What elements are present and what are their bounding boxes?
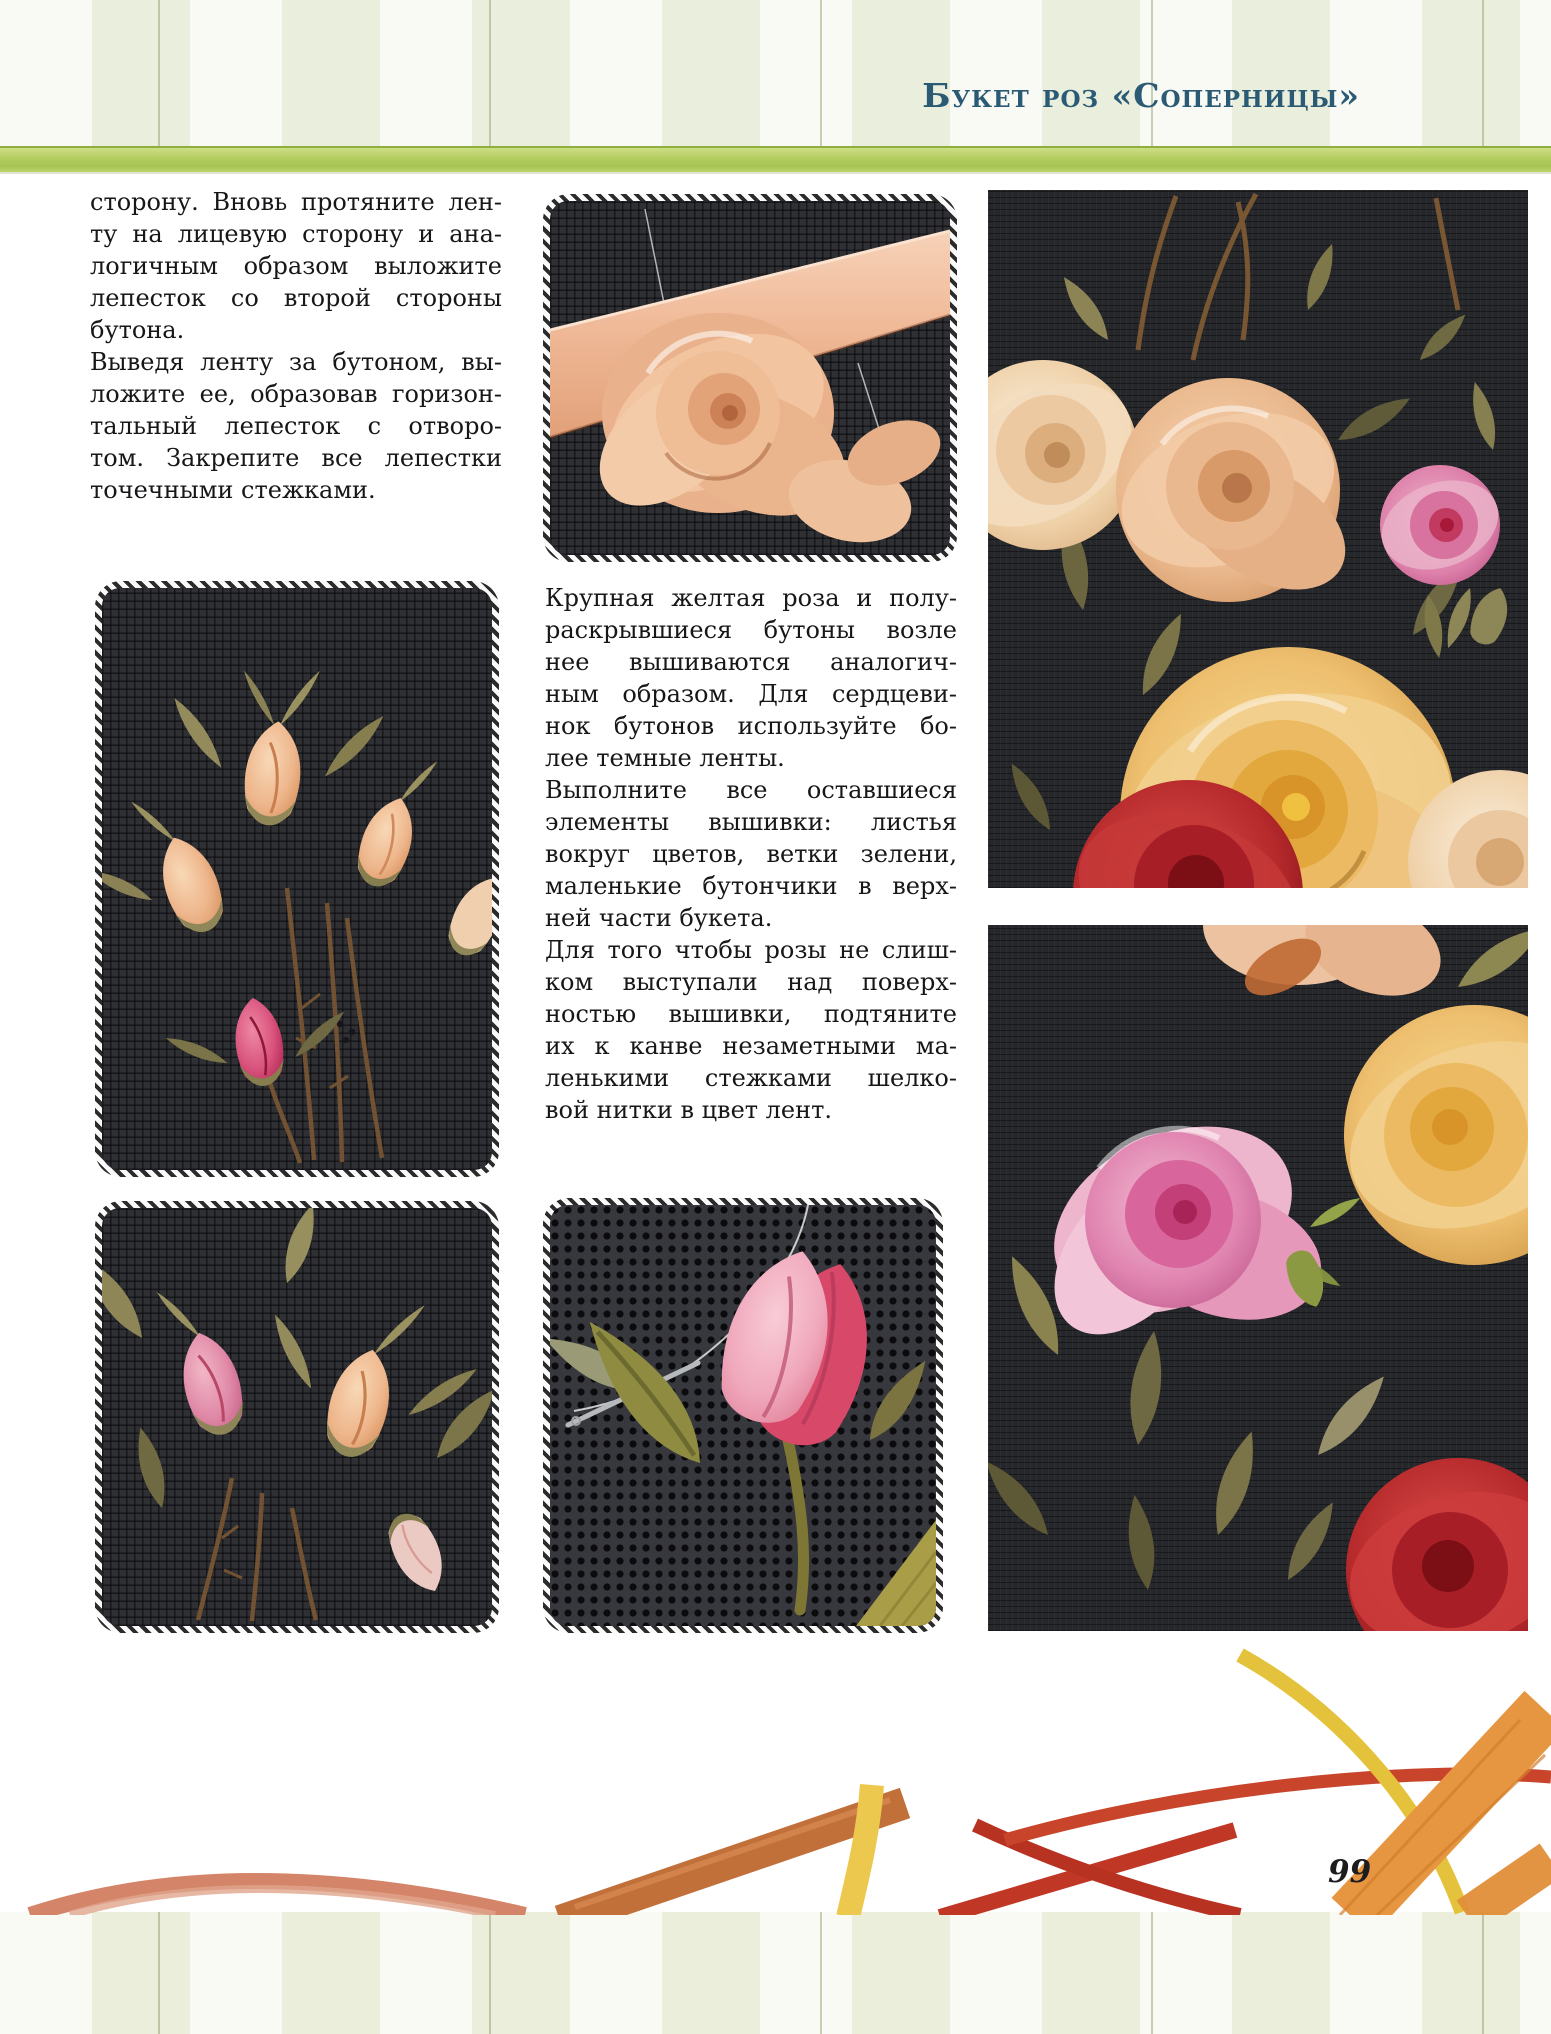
text-line: вокруг цветов, ветки зелени, xyxy=(545,840,957,868)
rosebuds-art-1 xyxy=(102,588,492,1170)
text-line: бутона. xyxy=(90,316,185,344)
text-line: точечными стежками. xyxy=(90,476,376,504)
wood-panel-top xyxy=(0,0,1551,146)
text-line: ней части букета. xyxy=(545,904,773,932)
text-line: элементы вышивки: листья xyxy=(545,808,957,836)
page-number: 99 xyxy=(1328,1854,1372,1890)
text-column-left xyxy=(90,186,502,506)
page-title: Букет роз «Соперницы» xyxy=(922,76,1360,115)
paragraph xyxy=(545,934,957,1126)
text-line: сторону. Вновь протяните лен- xyxy=(90,188,502,216)
photo-canvas xyxy=(102,1208,492,1626)
rose-closeup-art xyxy=(550,201,950,555)
text-line: том. Закрепите все лепестки xyxy=(90,444,502,472)
bouquet-upper-art xyxy=(988,190,1528,888)
text-line: ком выступали над поверх- xyxy=(545,968,957,996)
text-line: тальный лепесток с отворо- xyxy=(90,412,502,440)
text-line: лее темные ленты. xyxy=(545,744,785,772)
photo-canvas xyxy=(550,1205,936,1626)
text-line: Крупная желтая роза и полу- xyxy=(545,584,957,612)
photo-rosebuds-1 xyxy=(95,581,499,1177)
text-line: ту на лицевую сторону и ана- xyxy=(90,220,502,248)
photo-bud-closeup xyxy=(543,1198,943,1633)
text-line: ложите ее, образовав горизон- xyxy=(90,380,502,408)
text-line: их к канве незаметными ма- xyxy=(545,1032,957,1060)
green-ribbon-stripe xyxy=(0,146,1551,172)
text-line: нок бутонов используйте бо- xyxy=(545,712,957,740)
text-line: вой нитки в цвет лент. xyxy=(545,1096,833,1124)
text-line: Выполните все оставшиеся xyxy=(545,776,957,804)
photo-bouquet-lower xyxy=(988,925,1528,1631)
paragraph xyxy=(90,346,502,506)
text-line: маленькие бутончики в верх- xyxy=(545,872,957,900)
text-line: раскрывшиеся бутоны возле xyxy=(545,616,957,644)
photo-canvas xyxy=(550,201,950,555)
text-line: Выведя ленту за бутоном, вы- xyxy=(90,348,502,376)
photo-canvas xyxy=(102,588,492,1170)
photo-step-rose-closeup xyxy=(543,194,957,562)
text-line: нее вышиваются аналогич- xyxy=(545,648,957,676)
paragraph xyxy=(90,186,502,346)
text-line: ным образом. Для сердцеви- xyxy=(545,680,957,708)
bouquet-lower-art xyxy=(988,925,1528,1631)
text-line: ностью вышивки, подтяните xyxy=(545,1000,957,1028)
photo-bouquet-upper xyxy=(988,190,1528,888)
photo-rosebuds-2 xyxy=(95,1201,499,1633)
paragraph xyxy=(545,774,957,934)
text-line: лепесток со второй стороны xyxy=(90,284,502,312)
text-line: Для того чтобы розы не слиш- xyxy=(545,936,957,964)
rosebuds-art-2 xyxy=(102,1208,492,1626)
bud-closeup-art xyxy=(550,1205,936,1626)
text-line: логичным образом выложите xyxy=(90,252,502,280)
decorative-ribbons xyxy=(0,1625,1551,1915)
paragraph xyxy=(545,582,957,774)
wood-panel-bottom xyxy=(0,1912,1551,2034)
text-column-middle xyxy=(545,582,957,1126)
text-line: ленькими стежками шелко- xyxy=(545,1064,957,1092)
